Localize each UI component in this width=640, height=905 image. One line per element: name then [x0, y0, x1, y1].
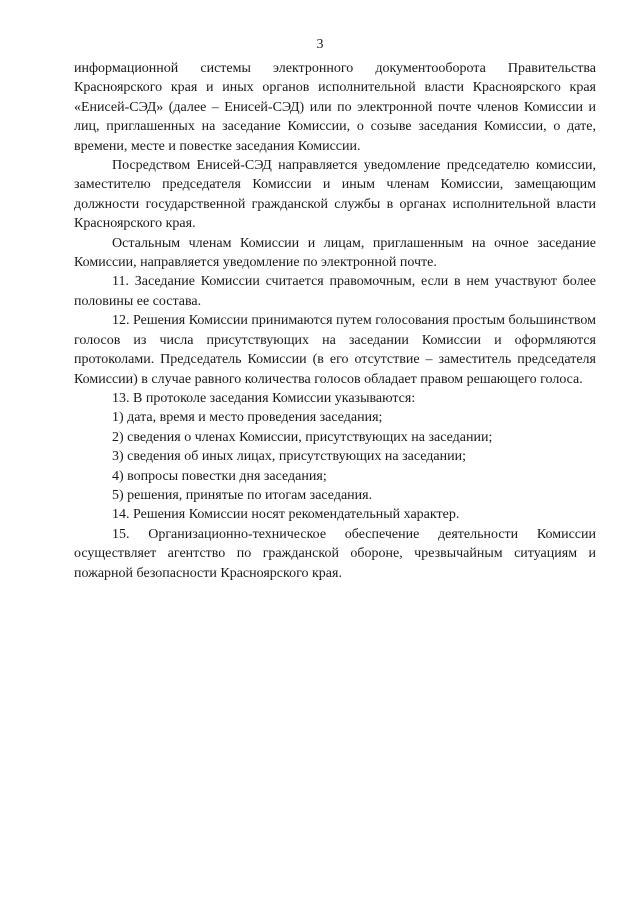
clause-13-item-4: 4) вопросы повестки дня заседания; — [112, 468, 327, 484]
clause-13-item-5: 5) решения, принятые по итогам заседания. — [112, 487, 373, 503]
clause-13-item-2: 2) сведения о членах Комиссии, присутствующих на заседании; — [112, 429, 493, 445]
clause-14: 14. Решения Комиссии носят рекомендательный характер. — [112, 507, 460, 523]
clause-13-item-3: 3) сведения об иных лицах, присутствующих на заседании; — [112, 449, 466, 465]
page-number: 3 — [316, 37, 324, 52]
clause-15: 15. Организационно-техническое обеспечение деятельности Комиссии осуществляет агентство по гражданской обороне, чрезвычайным ситуациям и пожарной безопасности Красноярского края. — [74, 526, 596, 581]
clause-12: 12. Решения Комиссии принимаются путем голосования простым большинством голосов из числа присутствующих на заседании Комиссии и оформляются протоколами. Председатель Комиссии (в его отсутствие – заместитель председателя Комиссии) в случае равного количества голосов обладает правом решающего голоса. — [74, 313, 596, 387]
clause-13: 13. В протоколе заседания Комиссии указываются: — [112, 390, 416, 406]
paragraph-notification-sed: Посредством Енисей-СЭД направляется уведомление председателю комиссии, заместителю председателя Комиссии и иным членам Комиссии, замещающим должности государственной гражданской службы в органах исполнительной власти Красноярского края. — [74, 158, 596, 232]
document-body — [74, 59, 596, 583]
clause-11: 11. Заседание Комиссии считается правомочным, если в нем участвуют более половины ее состава. — [74, 274, 596, 309]
paragraph-notification-email: Остальным членам Комиссии и лицам, приглашенным на очное заседание Комиссии, направляется уведомление по электронной почте. — [74, 235, 596, 271]
clause-13-item-1: 1) дата, время и место проведения заседания; — [112, 410, 383, 426]
paragraph-continuation: информационной системы электронного документооборота Правительства Красноярского края и иных органов исполнительной власти Красноярского края «Енисей-СЭД» (далее – Енисей-СЭД) или по электронной почте членов Комиссии и лиц, приглашенных на заседание Комиссии, о созыве заседания Комиссии, о дате, времени, месте и повестке заседания Комиссии. — [74, 61, 596, 154]
